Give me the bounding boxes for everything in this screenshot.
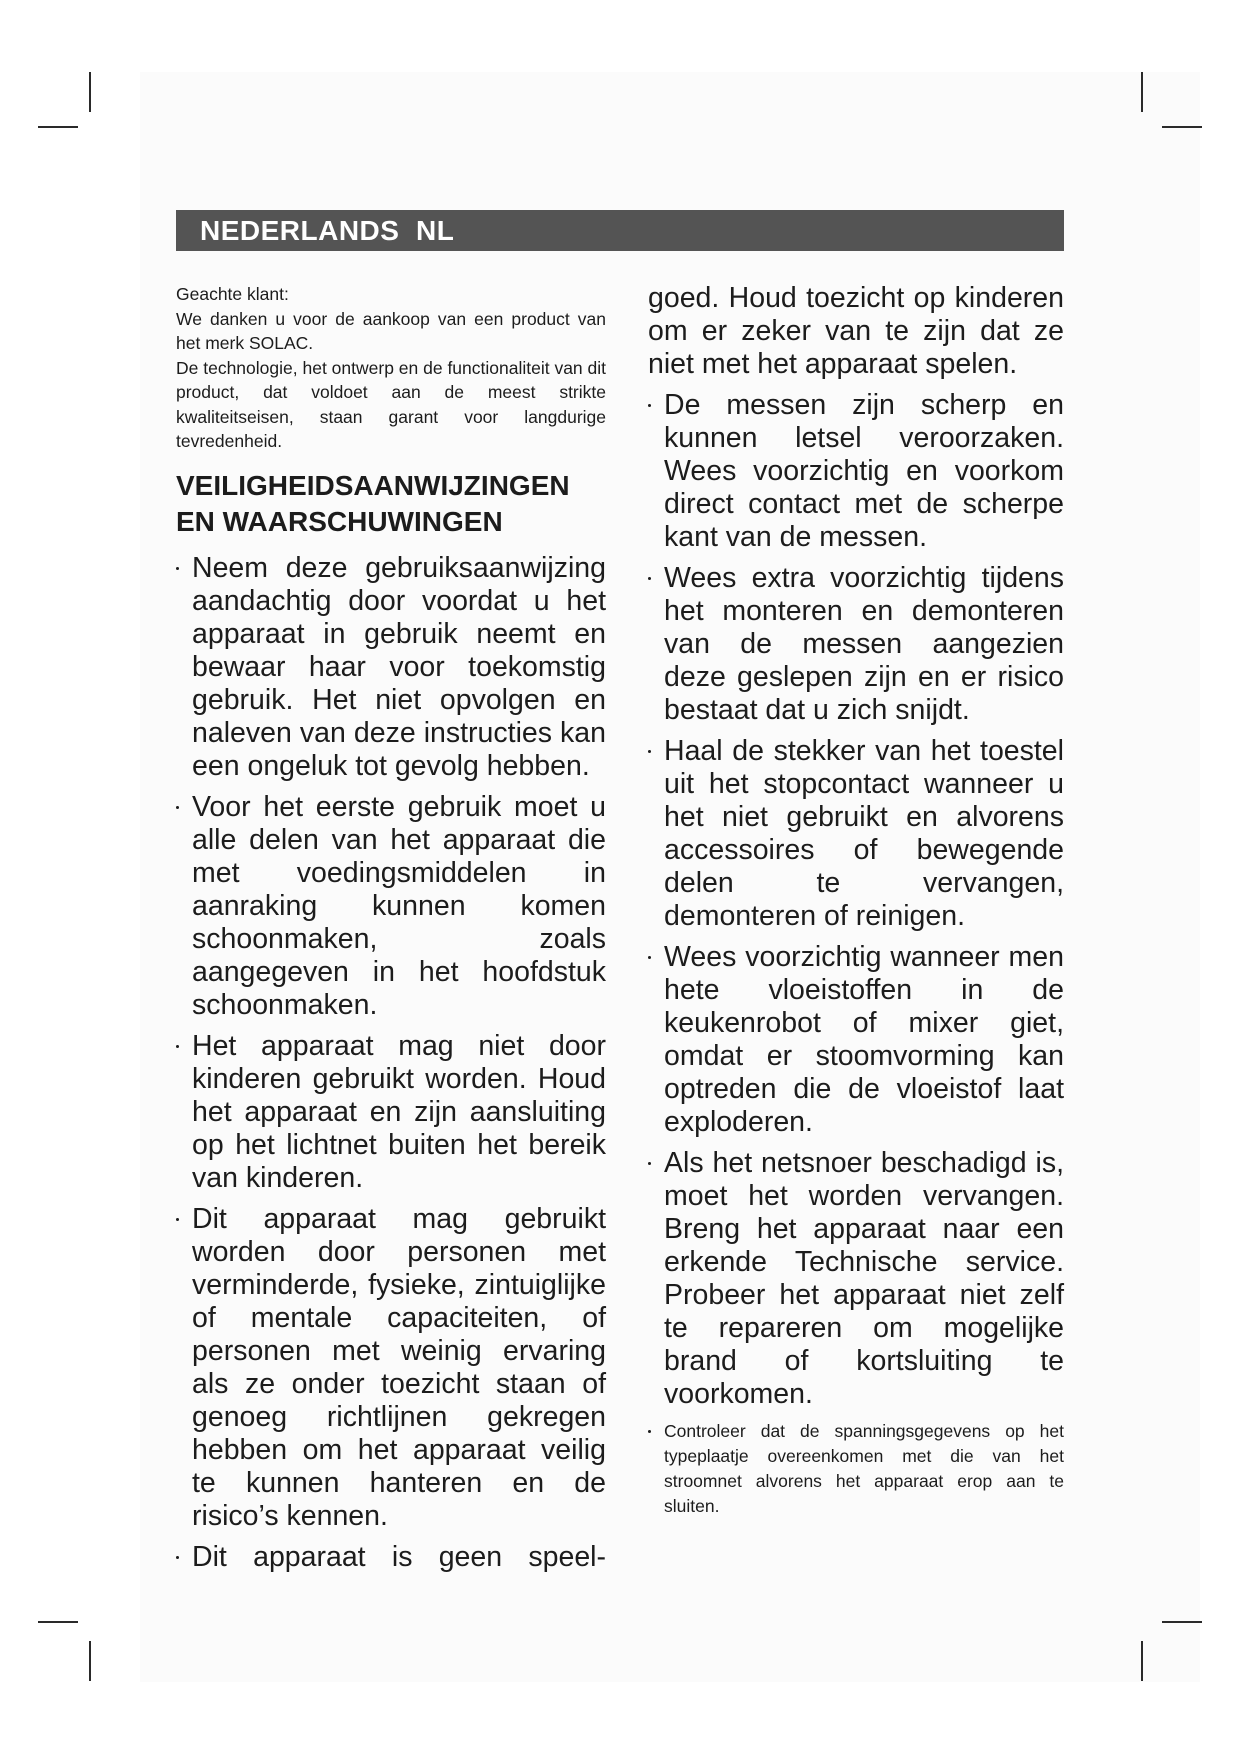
bullet-icon [176,806,179,809]
crop-mark-top-left-horizontal [38,126,78,128]
safety-item-text: Dit apparaat mag gebruikt worden door personen met verminderde, fysieke, zintuiglijke of mentale capaciteiten, of personen met weinig ervaring als ze onder toezicht staan of genoeg richtlijnen gekregen hebben om het apparaat veilig te kunnen hanteren en de risico’s kennen. [192,1202,606,1532]
bullet-icon [176,1218,179,1221]
safety-item [176,1030,606,1195]
crop-mark-bottom-left-horizontal [38,1621,78,1623]
safety-item [648,389,1064,554]
safety-item-text: Wees extra voorzichtig tijdens het monteren en demonteren van de messen aangezien deze geslepen zijn en er risico bestaat dat u zich snijdt. [664,562,1064,726]
safety-item [176,1541,606,1574]
intro-thanks: We danken u voor de aankoop van een product van het merk SOLAC. [176,308,606,353]
section-title: VEILIGHEIDSAANWIJZINGEN EN WAARSCHUWINGEN [176,469,570,537]
safety-item [648,735,1064,933]
crop-mark-bottom-right-vertical [1141,1641,1143,1681]
right-column [648,282,1064,1527]
bullet-icon [648,577,651,580]
intro-greeting: Geachte klant: [176,284,289,304]
crop-mark-bottom-right-horizontal [1162,1621,1202,1623]
safety-item [176,1203,606,1533]
bullet-icon [176,1045,179,1048]
bullet-icon [176,567,179,570]
bullet-icon [648,750,651,753]
bullet-icon [648,1430,651,1433]
safety-item [176,552,606,783]
safety-item-text: Dit apparaat is geen speel- [192,1540,606,1573]
intro-technology: De technologie, het ontwerp en de functionaliteit van dit product, dat voldoet aan de meest strikte kwaliteitseisen, staan garant voor langdurige tevredenheid. [176,357,607,451]
bullet-icon [176,1556,179,1559]
safety-item [176,791,606,1022]
left-column [176,282,606,1582]
safety-item-text: Neem deze gebruiksaanwijzing aandachtig door voordat u het apparaat in gebruik neemt en bewaar haar voor toekomstig gebruik. Het niet opvolgen en naleven van deze instructies kan een ongeluk tot gevolg hebben. [192,551,606,782]
crop-mark-top-left-vertical [89,72,91,112]
safety-item-text: Als het netsnoer beschadigd is, moet het worden vervangen. Breng het apparaat naar een erkende Technische service. Probeer het apparaat niet zelf te repareren om mogelijke brand of kortsluiting te voorkomen. [664,1147,1064,1410]
safety-item-text: De messen zijn scherp en kunnen letsel veroorzaken. Wees voorzichtig en voorkom direct contact met de scherpe kant van de messen. [664,389,1064,553]
safety-item-voltage-check [648,1419,1064,1519]
crop-mark-top-right-horizontal [1162,126,1202,128]
safety-item [648,1147,1064,1411]
crop-mark-top-right-vertical [1141,72,1143,112]
safety-item-text: Haal de stekker van het toestel uit het stopcontact wanneer u het niet gebruikt en alvorens accessoires of bewegende delen te vervangen, demonteren of reinigen. [664,735,1064,932]
safety-item [648,562,1064,727]
bullet-icon [648,956,651,959]
safety-item [648,941,1064,1139]
safety-item-continuation: goed. Houd toezicht op kinderen om er zeker van te zijn dat ze niet met het apparaat spelen. [648,282,1064,380]
crop-mark-bottom-left-vertical [89,1641,91,1681]
safety-item-text: Het apparaat mag niet door kinderen gebruikt worden. Houd het apparaat en zijn aansluiting op het lichtnet buiten het bereik van kinderen. [192,1029,606,1194]
safety-item-text: Wees voorzichtig wanneer men hete vloeistoffen in de keukenrobot of mixer giet, omdat er stoomvorming kan optreden die de vloeistof laat exploderen. [664,941,1064,1138]
intro-text [176,282,606,454]
bullet-icon [648,1162,651,1165]
bullet-icon [648,404,651,407]
safety-item-text: Controleer dat de spanningsgegevens op het typeplaatje overeenkomen met die van het stroomnet alvorens het apparaat erop aan te sluiten. [664,1421,1064,1516]
safety-item-text: Voor het eerste gebruik moet u alle delen van het apparaat die met voedingsmiddelen in aanraking kunnen komen schoonmaken, zoals aangegeven in het hoofdstuk schoonmaken. [192,790,606,1021]
language-header: NEDERLANDS NL [176,210,1064,251]
